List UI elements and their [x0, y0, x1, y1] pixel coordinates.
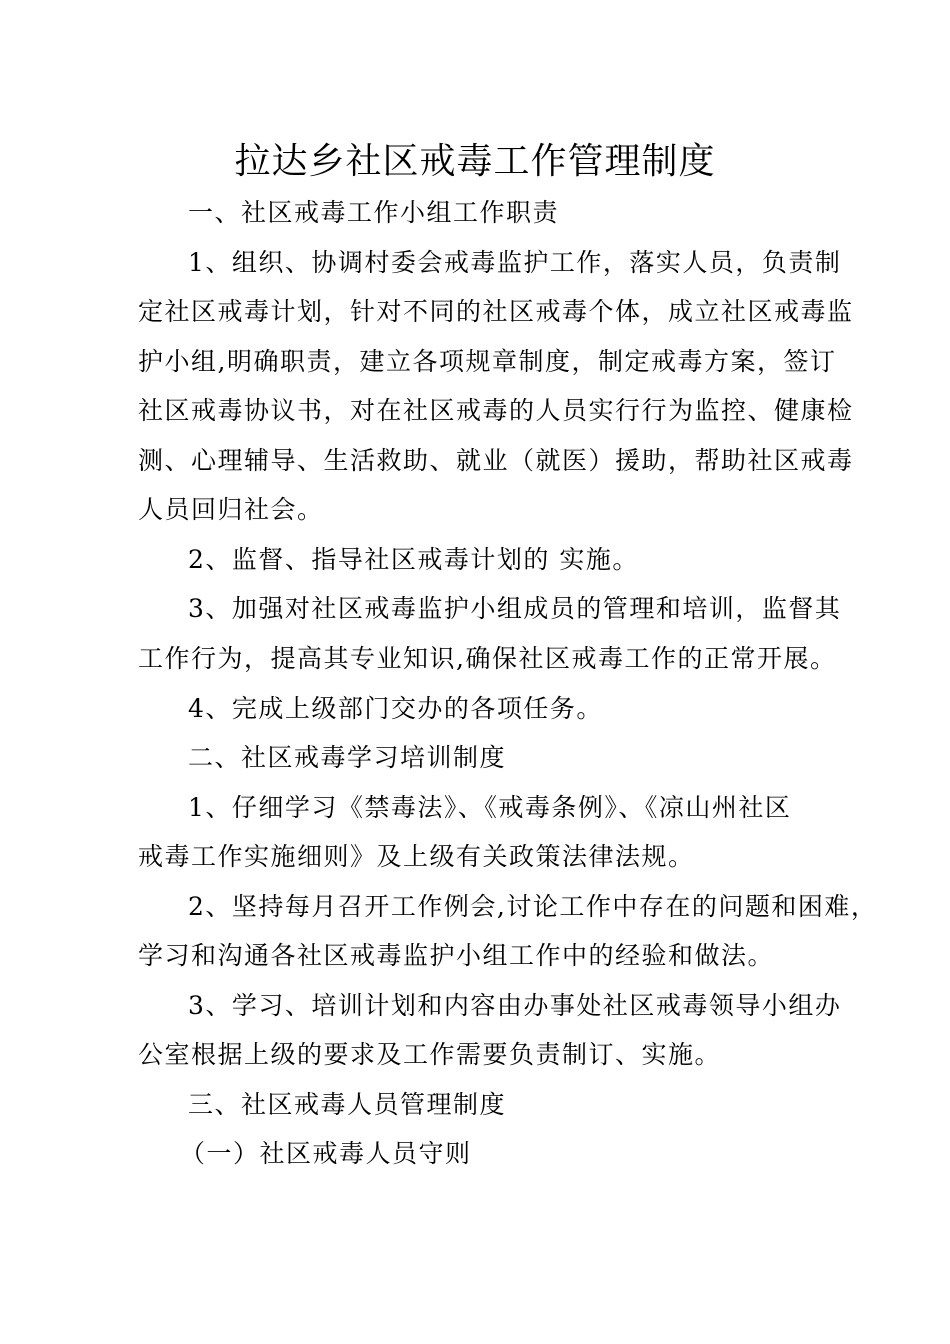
section-heading-1: 一、社区戒毒工作小组工作职责 [188, 198, 560, 227]
paragraph-line: 2、监督、指导社区戒毒计划的 实施。 [188, 545, 639, 574]
paragraph-line: 护小组,明确职责，建立各项规章制度，制定戒毒方案，签订 [138, 347, 837, 376]
paragraph-line: 学习和沟通各社区戒毒监护小组工作中的经验和做法。 [138, 941, 775, 970]
paragraph-line: 3、加强对社区戒毒监护小组成员的管理和培训，监督其 [188, 594, 842, 623]
paragraph-line: 1、组织、协调村委会戒毒监护工作，落实人员，负责制 [188, 248, 842, 277]
paragraph-line: 工作行为，提高其专业知识,确保社区戒毒工作的正常开展。 [138, 644, 837, 673]
paragraph-line: 人员回归社会。 [138, 495, 324, 524]
paragraph-line: 公室根据上级的要求及工作需要负责制订、实施。 [138, 1040, 722, 1069]
paragraph-line: 4、完成上级部门交办的各项任务。 [188, 694, 603, 723]
paragraph-line: 2、坚持每月召开工作例会,讨论工作中存在的问题和困难， [188, 892, 878, 921]
paragraph-line: 测、心理辅导、生活救助、就业（就医）援助，帮助社区戒毒 [138, 446, 854, 475]
paragraph-line: 1、仔细学习《禁毒法》、《戒毒条例》、《凉山州社区 [188, 793, 792, 822]
paragraph-line: 社区戒毒协议书，对在社区戒毒的人员实行行为监控、健康检 [138, 396, 854, 425]
paragraph-line: 定社区戒毒计划，针对不同的社区戒毒个体，成立社区戒毒监 [138, 297, 854, 326]
subsection-heading: （一）社区戒毒人员守则 [180, 1139, 472, 1168]
section-heading-2: 二、社区戒毒学习培训制度 [188, 743, 507, 772]
paragraph-line: 3、学习、培训计划和内容由办事处社区戒毒领导小组办 [188, 991, 842, 1020]
section-heading-3: 三、社区戒毒人员管理制度 [188, 1090, 507, 1119]
paragraph-line: 戒毒工作实施细则》及上级有关政策法律法规。 [138, 842, 695, 871]
document-title: 拉达乡社区戒毒工作管理制度 [234, 141, 716, 182]
